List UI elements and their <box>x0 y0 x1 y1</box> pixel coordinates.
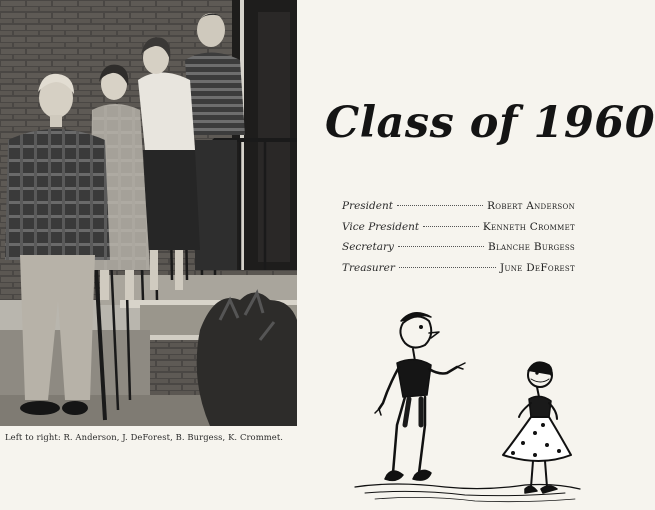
leader-dots <box>423 226 479 227</box>
officer-row <box>342 262 575 283</box>
officer-role: President <box>342 200 393 212</box>
officer-name: June DeForest <box>500 261 575 274</box>
officer-row <box>342 241 575 262</box>
officer-role: Treasurer <box>342 261 395 274</box>
class-officers-photo <box>0 0 297 426</box>
page-title: Class of 1960 <box>325 98 655 148</box>
officer-role: Vice President <box>342 220 420 233</box>
leader-dots <box>397 205 483 206</box>
officers-list <box>342 200 575 282</box>
officer-row <box>342 200 575 221</box>
officer-row <box>342 221 575 242</box>
officer-role: Secretary <box>342 241 394 253</box>
officer-name: Kenneth Crommet <box>482 220 575 233</box>
photo-caption: Left to right: R. Anderson, J. DeForest, B. Burgess, K. Crommet. <box>5 432 284 442</box>
leader-dots <box>399 267 496 268</box>
leader-dots <box>398 246 484 247</box>
officer-name: Robert Anderson <box>487 200 575 212</box>
officer-name: Blanche Burgess <box>487 241 575 253</box>
cartoon-boy-girl-illustration <box>335 305 590 505</box>
